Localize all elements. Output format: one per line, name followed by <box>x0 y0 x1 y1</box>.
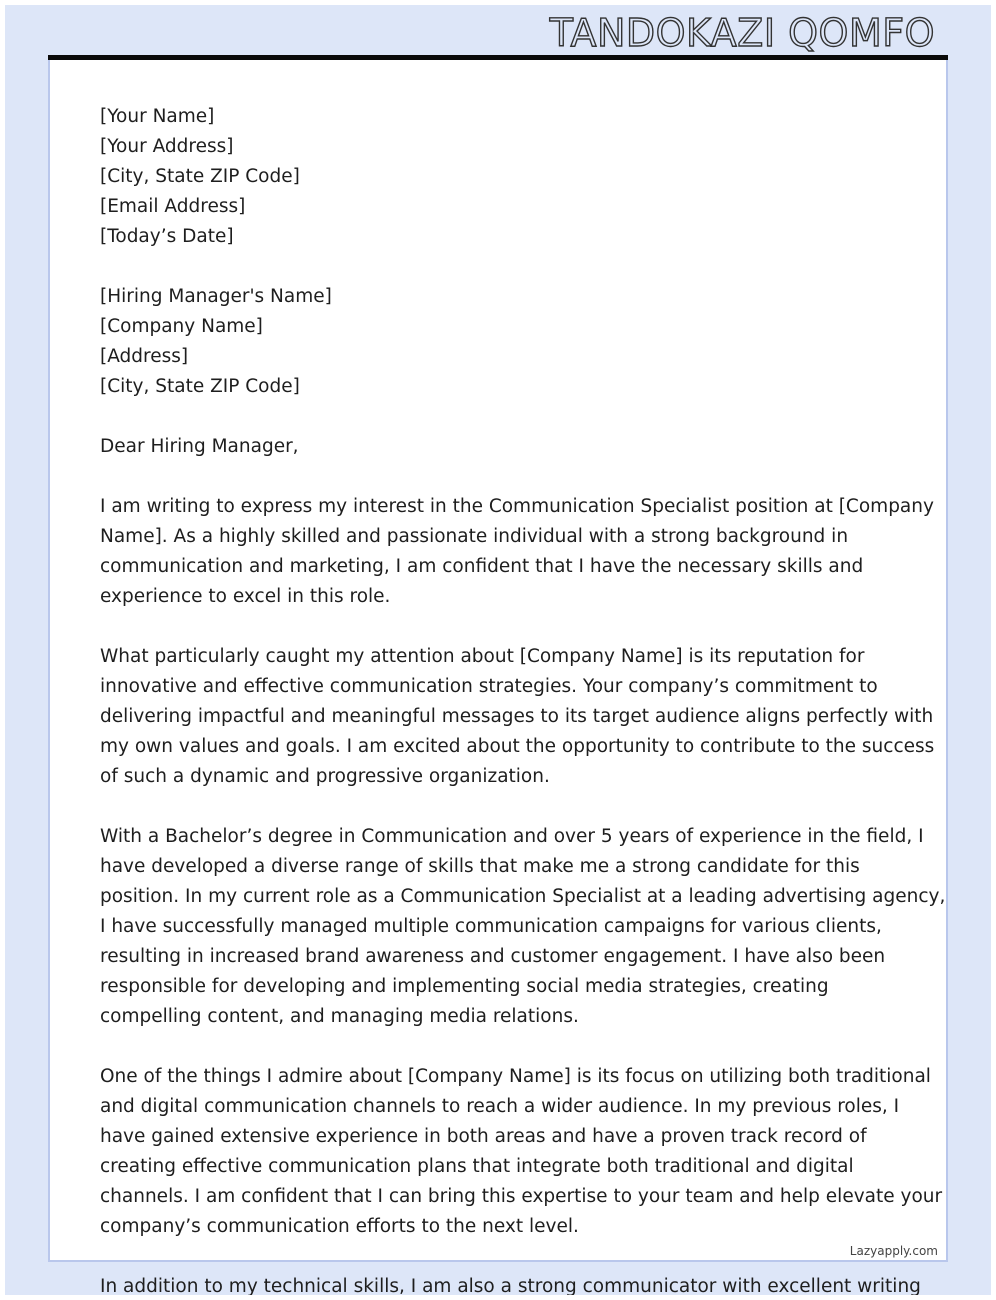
sender-line: [Today’s Date] <box>100 226 234 247</box>
recipient-line: [City, State ZIP Code] <box>100 376 300 397</box>
paragraph-line: have developed a diverse range of skills that make me a strong candidate for this <box>100 856 860 877</box>
sender-line: [Email Address] <box>100 196 246 217</box>
paragraph-line: company’s communication efforts to the next level. <box>100 1216 579 1237</box>
page-background <box>5 5 991 1295</box>
sender-line: [City, State ZIP Code] <box>100 166 300 187</box>
paragraph-line: creating effective communication plans that integrate both traditional and digital <box>100 1156 854 1177</box>
salutation: Dear Hiring Manager, <box>100 436 299 457</box>
sender-line: [Your Address] <box>100 136 234 157</box>
letter-body <box>100 102 946 1295</box>
paragraph-line: experience to excel in this role. <box>100 586 391 607</box>
sender-block <box>100 102 900 252</box>
paragraph-line: Name]. As a highly skilled and passionate individual with a strong background in <box>100 526 849 547</box>
paragraph-line: of such a dynamic and progressive organization. <box>100 766 550 787</box>
paragraph-line: compelling content, and managing media relations. <box>100 1006 579 1027</box>
paragraph-line: I am writing to express my interest in the Communication Specialist position at [Company <box>100 496 934 517</box>
paragraph-line: communication and marketing, I am confident that I have the necessary skills and <box>100 556 864 577</box>
paragraph-line: One of the things I admire about [Company Name] is its focus on utilizing both traditional <box>100 1066 931 1087</box>
paragraph-line: have gained extensive experience in both areas and have a proven track record of <box>100 1126 867 1147</box>
paragraph-line: What particularly caught my attention about [Company Name] is its reputation for <box>100 646 865 667</box>
paragraph-line: and digital communication channels to reach a wider audience. In my previous roles, I <box>100 1096 900 1117</box>
sender-line: [Your Name] <box>100 106 215 127</box>
recipient-block <box>100 282 900 402</box>
recipient-line: [Address] <box>100 346 189 367</box>
paragraph-line: In addition to my technical skills, I am also a strong communicator with excellent writing <box>100 1276 921 1295</box>
recipient-line: [Company Name] <box>100 316 263 337</box>
watermark: Lazyapply.com <box>849 1244 938 1258</box>
paragraph-line: position. In my current role as a Communication Specialist at a leading advertising agency, <box>100 886 946 907</box>
paragraph-line: channels. I am confident that I can bring this expertise to your team and help elevate your <box>100 1186 943 1207</box>
paragraph-1 <box>100 492 934 612</box>
paragraph-line: I have successfully managed multiple communication campaigns for various clients, <box>100 916 882 937</box>
paragraph-5 <box>100 1272 921 1295</box>
paragraph-3 <box>100 822 946 1032</box>
paragraph-line: With a Bachelor’s degree in Communication and over 5 years of experience in the field, I <box>100 826 924 847</box>
paragraph-line: my own values and goals. I am excited about the opportunity to contribute to the success <box>100 736 935 757</box>
paragraph-2 <box>100 642 935 792</box>
paragraph-line: responsible for developing and implementing social media strategies, creating <box>100 976 829 997</box>
paragraph-4 <box>100 1062 943 1242</box>
paragraph-line: innovative and effective communication strategies. Your company’s commitment to <box>100 676 878 697</box>
recipient-line: [Hiring Manager's Name] <box>100 286 332 307</box>
paragraph-line: delivering impactful and meaningful messages to its target audience aligns perfectly with <box>100 706 934 727</box>
paragraph-line: resulting in increased brand awareness and customer engagement. I have also been <box>100 946 886 967</box>
header-name: TANDOKAZI QOMFO <box>549 11 935 55</box>
